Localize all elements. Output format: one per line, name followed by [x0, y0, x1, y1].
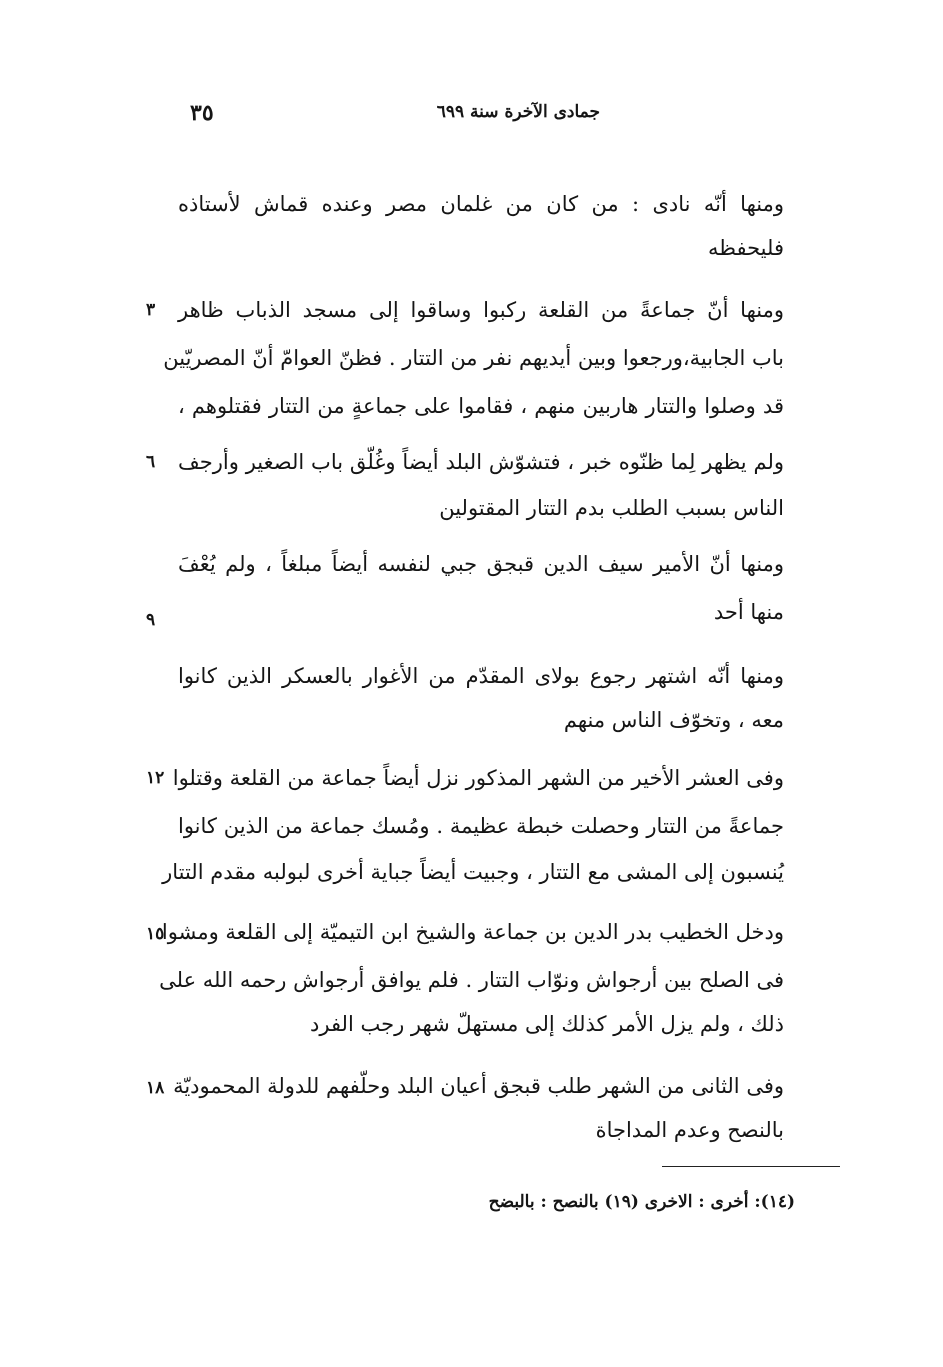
- line-number: ٣: [146, 300, 156, 320]
- text-line: ودخل الخطيب بدر الدين بن جماعة والشيخ ابن التيميّة إلى القلعة ومشوا: [161, 920, 784, 944]
- text-line: ذلك ، ولم يزل الأمر كذلك إلى مستهلّ شهر رجب الفرد: [310, 1012, 784, 1036]
- line-number: ٦: [146, 452, 156, 472]
- text-line: جماعةً من التتار وحصلت خبطة عظيمة . ومُسك جماعة من الذين كانوا: [178, 814, 784, 838]
- text-line: فليحفظه: [708, 236, 784, 260]
- page-header: [180, 100, 600, 132]
- text-line: ومنها أنّ جماعةً من القلعة ركبوا وساقوا إلى مسجد الذباب ظاهر: [178, 298, 784, 322]
- text-line: يُنسبون إلى المشى مع التتار ، وجبيت أيضاً جباية أخرى لبولبه مقدم التتار: [162, 860, 784, 884]
- footnote-divider: [662, 1166, 840, 1167]
- text-line: ولم يظهر لِما ظنّوه خبر ، فتشوّش البلد أيضاً وغُلّق باب الصغير وأرجف: [178, 450, 784, 474]
- text-line: باب الجابية،ورجعوا وبين أيديهم نفر من التتار . فظنّ العوامّ أنّ المصريّين: [163, 346, 784, 370]
- text-line: ومنها أنّ الأمير سيف الدين قبجق جبي لنفسه أيضاً مبلغاً ، ولم يُعْفَ: [178, 552, 784, 576]
- line-number: ٩: [146, 610, 156, 630]
- text-line: ومنها أنّه نادى : من كان من غلمان مصر وعنده قماش لأستاذه: [178, 192, 784, 216]
- line-number: ١٥: [146, 924, 165, 944]
- text-line: معه ، وتخوّف الناس منهم: [563, 708, 784, 732]
- text-line: وفى الثانى من الشهر طلب قبجق أعيان البلد وحلّفهم للدولة المحموديّة: [173, 1074, 784, 1098]
- running-head: جمادى الآخرة سنة ٦٩٩: [436, 102, 600, 122]
- text-line: قد وصلوا والتتار هاربين منهم ، فقاموا على جماعةٍ من التتار فقتلوهم ،: [178, 394, 784, 418]
- line-number: ١٢: [146, 768, 165, 788]
- text-line: وفى العشر الأخير من الشهر المذكور نزل أيضاً جماعة من القلعة وقتلوا: [172, 766, 784, 790]
- text-line: بالنصح وعدم المداجاة: [595, 1118, 784, 1142]
- footnote: (١٤): أخرى : الاخرى (١٩) بالنصح : بالبضح: [488, 1192, 795, 1212]
- text-line: الناس بسبب الطلب بدم التتار المقتولين: [439, 496, 784, 520]
- page-number: ٣٥: [190, 100, 214, 126]
- line-number: ١٨: [146, 1078, 165, 1098]
- text-line: فى الصلح بين أرجواش ونوّاب التتار . فلم يوافق أرجواش رحمه الله على: [159, 968, 784, 992]
- text-line: ومنها أنّه اشتهر رجوع بولاى المقدّم من الأغوار بالعسكر الذين كانوا: [178, 664, 784, 688]
- text-line: منها أحد: [713, 600, 784, 624]
